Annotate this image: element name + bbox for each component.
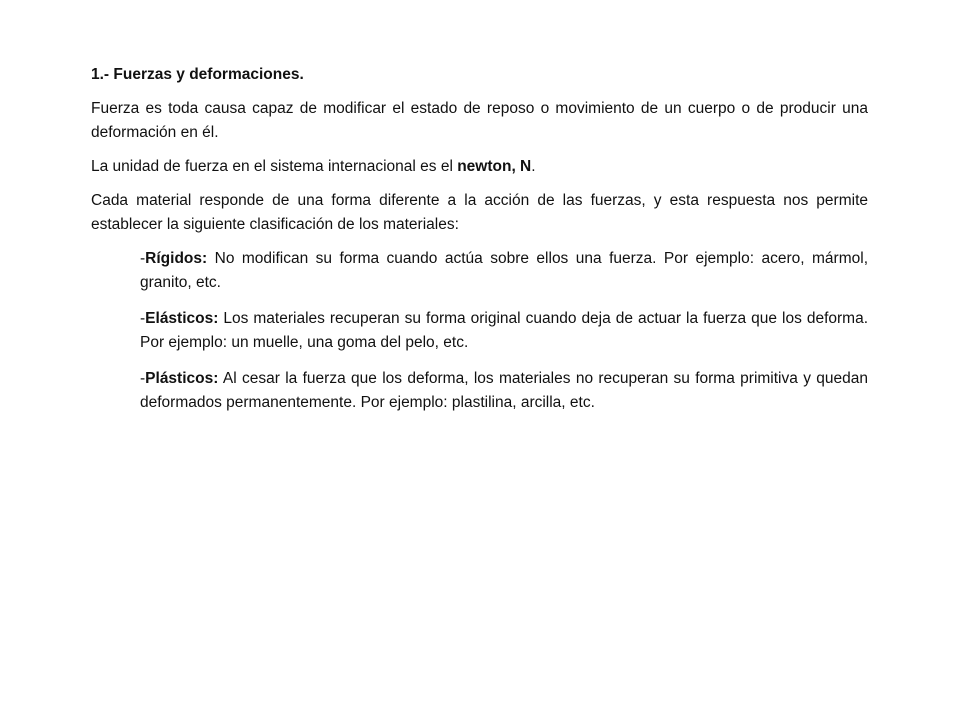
list-item-term: Rígidos: — [145, 250, 208, 267]
unit-name: newton, N — [457, 158, 532, 175]
list-item-term: Elásticos: — [145, 310, 219, 327]
list-item-elasticos — [140, 307, 868, 355]
list-item-prefix: - — [140, 370, 146, 387]
classification-paragraph: Cada material responde de una forma diferente a la acción de las fuerzas, y esta respuesta nos permite establecer la siguiente clasificación de los materiales: — [91, 192, 868, 233]
unit-text-after: . — [531, 158, 536, 175]
list-item-text: Los materiales recuperan su forma original cuando deja de actuar la fuerza que los deforma. Por ejemplo: un muelle, una goma del pelo, etc. — [140, 310, 868, 351]
list-item-plasticos — [140, 367, 868, 415]
section-heading: 1.- Fuerzas y deformaciones. — [91, 66, 304, 83]
list-item-rigidos — [140, 247, 868, 295]
list-item-text: No modifican su forma cuando actúa sobre ellos una fuerza. Por ejemplo: acero, mármol, granito, etc. — [140, 250, 868, 291]
document-body — [91, 63, 868, 427]
definition-paragraph: Fuerza es toda causa capaz de modificar el estado de reposo o movimiento de un cuerpo o de producir una deformación en él. — [91, 100, 868, 141]
list-item-term: Plásticos: — [145, 370, 219, 387]
list-item-text: Al cesar la fuerza que los deforma, los materiales no recuperan su forma primitiva y quedan deformados permanentemente. Por ejemplo: plastilina, arcilla, etc. — [140, 370, 868, 411]
unit-text-before: La unidad de fuerza en el sistema internacional es el — [91, 158, 458, 175]
material-classification-list — [140, 247, 868, 415]
list-item-prefix: - — [140, 250, 146, 267]
list-item-prefix: - — [140, 310, 146, 327]
unit-paragraph — [91, 155, 868, 179]
